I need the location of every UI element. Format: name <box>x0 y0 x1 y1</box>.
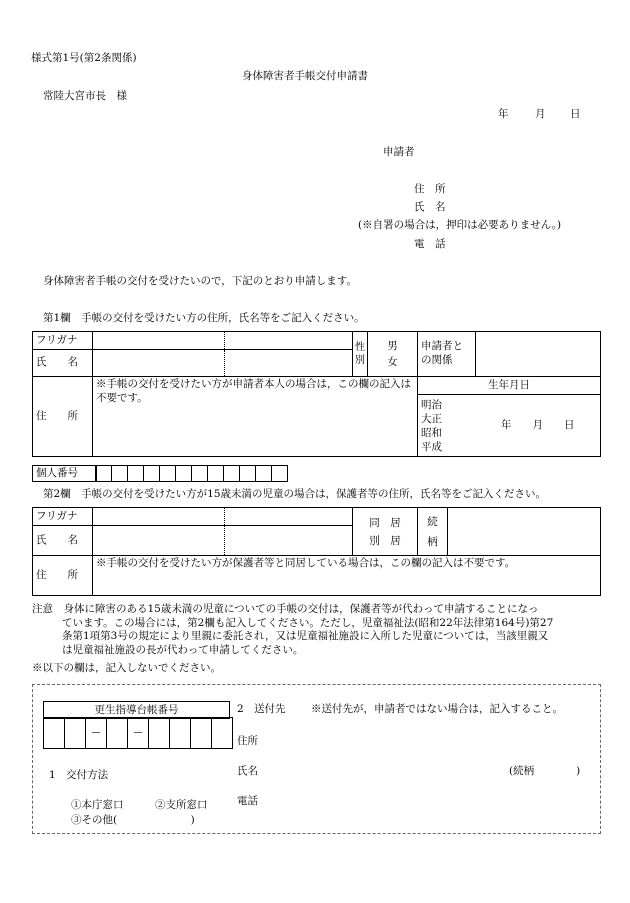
applicant-label: 申請者 <box>383 146 415 158</box>
address-note: ※手帳の交付を受けたい方が申請者本人の場合は，この欄の記入は不要です。 <box>96 378 411 404</box>
guardian-relation-input[interactable] <box>448 508 601 556</box>
furigana-label: フリガナ <box>33 332 93 350</box>
office-use-note: ※以下の欄は，記入しないでください。 <box>32 662 221 674</box>
form-title: 身体障害者手帳交付申請書 <box>242 70 368 82</box>
relation-input[interactable] <box>476 332 601 377</box>
send-relation: (続柄 ) <box>509 765 581 777</box>
relation-label: 申請者との関係 <box>418 332 476 377</box>
notice-line-4: は児童福祉施設の長が代わって申請してください。 <box>62 643 304 656</box>
applicant-address-label: 住 所 <box>414 183 446 195</box>
delivery-method-label: 1 交付方法 <box>49 769 109 781</box>
guardian-furigana-input-2[interactable] <box>225 508 353 526</box>
send-to-label: 2 送付先 <box>237 703 286 715</box>
birthdate-label: 生年月日 <box>418 377 601 395</box>
intro-text: 身体障害者手帳の交付を受けたいので，下記のとおり申請します。 <box>43 275 357 287</box>
guardian-address-note: ※手帳の交付を受けたい方が保護者等と同居している場合は，この欄の記入は不要です。 <box>96 557 516 569</box>
notice-line-2: ています。この場合には，第2欄も記入してください。ただし，児童福祉法(昭和22年法律第164号)第27 <box>62 616 554 629</box>
guardian-address-input[interactable] <box>93 556 601 596</box>
name-label: 氏 名 <box>33 350 93 377</box>
name-input-2[interactable] <box>225 350 353 377</box>
seal-note: (※自署の場合は，押印は必要ありません。) <box>358 219 562 231</box>
send-address-label: 住所 <box>237 735 258 747</box>
notice-line-1: 注意 身体に障害のある15歳未満の児童についての手帳の交付は，保護者等が代わって申請することになっ <box>32 603 539 615</box>
furigana-input-1[interactable] <box>93 332 225 350</box>
guardian-relation-label: 続 柄 <box>418 508 448 556</box>
send-name-label: 氏名 <box>237 765 258 777</box>
applicant-phone-label: 電 話 <box>414 238 446 250</box>
guardian-furigana-input-1[interactable] <box>93 508 225 526</box>
date-month: 月 <box>535 108 546 120</box>
address-input[interactable] <box>93 377 418 457</box>
guardian-name-input-1[interactable] <box>93 526 225 556</box>
name-input-1[interactable] <box>93 350 225 377</box>
notice-line-3: 条第1項第3号の規定により里親に委託され，又は児童福祉施設に入所した児童については，当該里親又 <box>62 630 549 642</box>
addressee: 常陸大宮市長 様 <box>43 90 127 102</box>
applicant-name-label: 氏 名 <box>414 201 446 213</box>
form-number: 様式第1号(第2条関係) <box>31 52 137 64</box>
date-year: 年 <box>498 108 509 120</box>
section2-heading: 第2欄 手帳の交付を受けたい方が15歳未満の児童の場合は，保護者等の住所，氏名等をご記入ください。 <box>43 488 547 500</box>
send-phone-label: 電話 <box>237 795 258 807</box>
date-day: 日 <box>570 108 581 120</box>
delivery-option-3[interactable]: ③その他( ) <box>71 814 195 826</box>
guardian-name-input-2[interactable] <box>225 526 353 556</box>
section2-table <box>32 507 601 596</box>
guardian-name-label: 氏 名 <box>33 526 93 556</box>
cohabit-options[interactable]: 同 居 別 居 <box>353 508 418 556</box>
furigana-input-2[interactable] <box>225 332 353 350</box>
address-label: 住 所 <box>33 377 93 457</box>
my-number-label: 個人番号 <box>32 465 97 482</box>
era-options[interactable]: 明治 大正 昭和 平成 <box>418 395 476 457</box>
guardian-furigana-label: フリガナ <box>33 508 93 526</box>
ledger-number-input[interactable]: — — <box>44 717 233 749</box>
section1-heading: 第1欄 手帳の交付を受けたい方の住所，氏名等をご記入ください。 <box>43 312 365 324</box>
send-to-note: ※送付先が，申請者ではない場合は，記入すること。 <box>311 703 563 715</box>
my-number-input[interactable] <box>96 465 288 482</box>
birthdate-input[interactable]: 年 月 日 <box>476 395 601 457</box>
guardian-address-label: 住 所 <box>33 556 93 596</box>
ledger-title: 更生指導台帳番号 <box>43 701 230 719</box>
notice-block <box>32 603 600 657</box>
sex-options[interactable]: 男 女 <box>368 332 418 377</box>
delivery-option-2[interactable]: ②支所窓口 <box>155 799 208 811</box>
delivery-option-1[interactable]: ①本庁窓口 <box>71 799 124 811</box>
section1-table <box>32 331 601 457</box>
office-use-box <box>32 684 601 834</box>
sex-label: 性別 <box>353 332 368 377</box>
